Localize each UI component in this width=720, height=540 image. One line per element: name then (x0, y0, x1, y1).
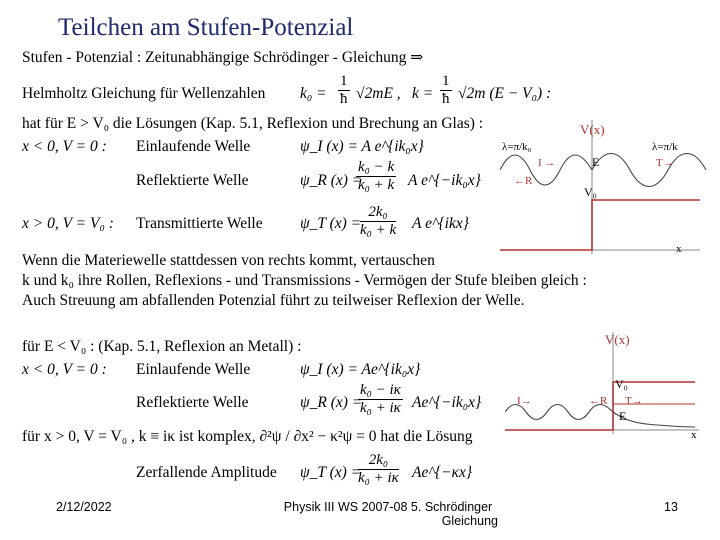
wavelength-left-label: λ=π/k₀ (502, 141, 532, 153)
text-line-11a: x < 0, V = 0 : (22, 361, 107, 378)
footer-course-line-2: Gleichung (441, 514, 498, 528)
text-line-14b: Zerfallende Amplitude (136, 464, 277, 481)
text-line-12c: ψ_R (x) = (300, 394, 363, 411)
text-line-12d: Ae^{−ik₀x} (412, 394, 482, 411)
reflected-arrow-1: ←R (514, 175, 533, 187)
potential-step-line-1 (500, 200, 700, 250)
fraction-reflection-2: $\frac{\text{k₀ − iκ}}{\text{k₀ + iκ}}$ (360, 382, 401, 416)
footer-course-line-1: Physik III WS 2007-08 5. Schrödinger (283, 500, 493, 514)
text-line-2a: Helmholtz Gleichung für Wellenzahlen (22, 85, 266, 102)
text-line-5d: A e^{−ik₀x} (408, 172, 481, 189)
incident-arrow-2: I→ (517, 395, 532, 407)
text-line-13: für x > 0, V = V₀ , k ≡ iκ ist komplex, ∂²ψ / ∂x² − κ²ψ = 0 hat die Lösung (22, 428, 473, 445)
text-line-12b: Reflektierte Welle (136, 394, 249, 411)
x-label-2: x (691, 429, 697, 440)
footer-date: 2/12/2022 (56, 500, 112, 514)
text-line-8: k und k₀ ihre Rollen, Reflexions - und Transmissions - Vermögen der Stufe bleiben gleich : (22, 272, 587, 289)
potential-step-diagram-1 (500, 118, 710, 258)
text-line-3: hat für E > V₀ die Lösungen (Kap. 5.1, Reflexion und Brechung an Glas) : (22, 115, 484, 132)
slide-title: Teilchen am Stufen-Potenzial (58, 14, 354, 41)
incident-arrow-1: I → (538, 157, 556, 169)
energy-label-1: E (592, 155, 600, 169)
text-line-4a: x < 0, V = 0 : (22, 138, 107, 155)
text-line-6a: x > 0, V = V₀ : (22, 215, 114, 232)
text-line-6d: A e^{ikx} (412, 215, 469, 232)
text-line-5c: ψ_R (x) = (300, 172, 363, 189)
text-line-9: Auch Streuung am abfallenden Potenzial führt zu teilweiser Reflexion der Welle. (22, 292, 525, 309)
text-line-14d: Ae^{−κx} (412, 464, 473, 481)
reflected-arrow-2: ←R (589, 395, 608, 407)
v0-label-1: V₀ (584, 185, 597, 199)
potential-label-2: V(x) (605, 332, 630, 347)
potential-label-1: V(x) (580, 122, 605, 137)
text-line-10: für E < V₀ : (Kap. 5.1, Reflexion an Metall) : (22, 338, 302, 355)
text-line-2d: k = (412, 85, 434, 102)
text-line-6b: Transmittierte Welle (136, 215, 263, 232)
x-label-1: x (676, 243, 682, 255)
footer-course (278, 500, 498, 528)
text-line-4b: Einlaufende Welle (136, 138, 251, 155)
text-line-4c: ψ_I (x) = A e^{ik₀x} (300, 138, 424, 155)
potential-step-diagram-2 (505, 330, 705, 440)
text-line-5b: Reflektierte Welle (136, 172, 249, 189)
transmitted-arrow-2: T→ (625, 395, 643, 407)
text-line-11c: ψ_I (x) = Ae^{ik₀x} (300, 361, 421, 378)
energy-label-2: E (619, 409, 627, 423)
fraction-hbar-2: $\frac{1}{ħ}$ (442, 73, 450, 107)
text-line-2e: √2m (E − V₀) : (458, 85, 552, 102)
fraction-transmission-2: $\frac{\text{2k₀}}{\text{k₀ + iκ}}$ (358, 452, 399, 486)
text-line-2c: √2mE , (356, 85, 401, 102)
wave-right-1 (592, 154, 706, 187)
fraction-transmission-1: $\frac{\text{2k₀}}{\text{k₀ + k}}$ (360, 204, 397, 238)
text-line-1: Stufen - Potenzial : Zeitunabhängige Schrödinger - Gleichung ⇒ (22, 49, 424, 66)
v0-label-2: V₀ (615, 377, 628, 391)
text-line-11b: Einlaufende Welle (136, 361, 251, 378)
fraction-reflection-1: $\frac{\text{k₀ − k}}{\text{k₀ + k}}$ (358, 159, 395, 193)
text-line-2b: k₀ = (300, 85, 327, 102)
wavelength-right-label: λ=π/k (652, 141, 678, 153)
text-line-14c: ψ_T (x) = (300, 464, 362, 481)
text-line-7: Wenn die Materiewelle stattdessen von rechts kommt, vertauschen (22, 252, 435, 269)
footer-page-number: 13 (664, 500, 678, 514)
fraction-hbar-1: $\frac{1}{ħ}$ (340, 73, 348, 107)
transmitted-arrow-1: T→ (656, 157, 674, 169)
text-line-6c: ψ_T (x) = (300, 215, 362, 232)
